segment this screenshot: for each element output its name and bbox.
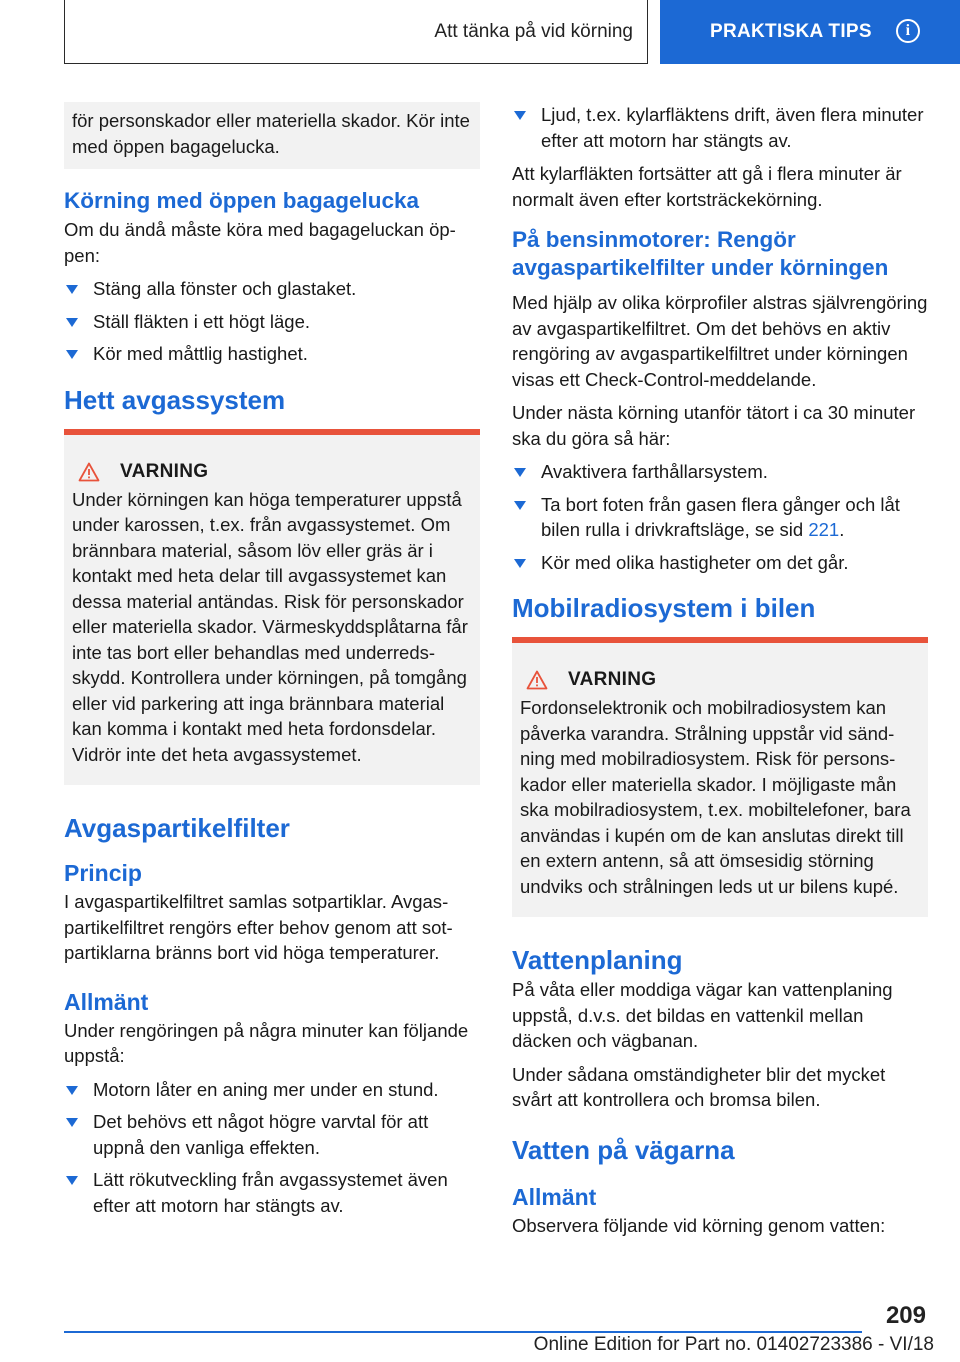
warning-text: Under körningen kan höga temperaturer uppstå under karossen, t.ex. från avgassystemet. Om brännbara material, såsom löv eller gräs är i kontakt med heta delar till avgassystemet kan dessa material antändas. Risk för personskador eller materiella skador. Värmeskyddsplåtarna får inte tas bort eller behandlas med underredsskydd. Kontrollera under körningen, på tomgång eller vid parkering att inga brännbara material kan komma i kontakt med heta fordonsdelar. Vidrör inte det heta avgassystemet. [72,488,468,765]
chapter-title: PRAKTISKA TIPS [710,21,872,42]
open-tailgate-intro: Om du ändå måste köra med bagageluckan öppen: [64,219,456,266]
list-item [512,492,928,543]
aquaplaning-warning: Under sådana omständigheter blir det mycket svårt att kontrollera och bromsa bilen. [512,1063,886,1110]
warning-title: VARNING [568,669,657,690]
warning-box-exhaust [64,429,480,786]
filter-cleaning-steps [512,459,928,575]
list-item: Kör med måttlig hastighet. [64,341,480,367]
page-number: 209 [885,1302,926,1329]
heading-general: Allmänt [64,988,149,1015]
section-title: Att tänka på vid körning [434,20,633,42]
page-link[interactable]: 221 [808,519,840,540]
aquaplaning-text: På våta eller moddiga vägar kan vattenplaning uppstå, d.v.s. det bildas en vattenkil mellan däcken och vägbanan. [512,979,893,1051]
heading-hot-exhaust: Hett avgassystem [64,384,286,415]
open-tailgate-list [64,276,480,367]
left-column [64,102,480,1226]
warning-triangle-icon [526,670,548,690]
petrol-filter-instruction: Under nästa körning utanför tätort i ca 30 minuter ska du göra så här: [512,402,916,449]
warning-box-mobile-radio [512,637,928,917]
continued-list [512,102,928,153]
heading-particle-filter: Avgaspartikelfilter [64,813,290,843]
header-section-title [64,0,648,64]
right-column [512,102,928,1246]
step-text: Ta bort foten från gasen flera gånger och låt bilen rulla i drivkraftsläge, se sid [541,493,900,540]
step-text-end: . [839,519,845,540]
heading-water-on-roads: Vatten på vägarna [512,1134,735,1165]
list-item: Det behövs ett något högre varvtal för att uppnå den vanliga effekten. [64,1109,480,1160]
warning-header [520,669,922,691]
footer-divider [64,1331,862,1333]
warning-title: VARNING [120,460,209,482]
list-item: Ljud, t.ex. kylarfläktens drift, även flera minuter efter att motorn har stängts av. [512,102,928,153]
list-item: Ställ fläkten i ett högt läge. [64,309,480,335]
fan-note: Att kylarfläkten fortsätter att gå i flera minuter är normalt även efter kortsträckekörning. [512,163,902,210]
heading-principle: Princip [64,860,142,886]
list-item: Kör med olika hastigheter om det går. [512,550,928,576]
warning-header [72,461,474,483]
header-chapter-tab[interactable] [660,0,960,64]
list-item: Lätt rökutveckling från avgassystemet även efter att motorn har stängts av. [64,1167,480,1218]
heading-open-tailgate: Körning med öppen bagagelucka [64,188,420,213]
continued-warning-box [64,102,480,169]
footer-edition: Online Edition for Part no. 01402723386 - VI/18 [533,1334,934,1355]
general-text: Under rengöringen på några minuter kan följande uppstå: [64,1019,469,1066]
water-general-text: Observera följande vid körning genom vatten: [512,1214,886,1236]
list-item: Stäng alla fönster och glastaket. [64,276,480,302]
heading-general: Allmänt [512,1183,597,1210]
heading-aquaplaning: Vattenplaning [512,945,683,975]
list-item: Avaktivera farthållarsystem. [512,459,928,485]
warning-triangle-icon [78,462,100,482]
heading-petrol-filter-cleaning: På bensinmotorer: Rengör avgaspartikelfilter under körningen [512,227,889,280]
cleaning-effects-list [64,1077,480,1219]
petrol-filter-text: Med hjälp av olika körprofiler alstras självrengöring av avgaspartikelfiltret. Om det behövs en aktiv rengöring av avgaspartikelfiltret under körningen visas ett Check-Control-meddelande. [512,292,928,390]
info-icon[interactable]: i [896,19,920,43]
list-item: Motorn låter en aning mer under en stund. [64,1077,480,1103]
heading-mobile-radio: Mobilradiosystem i bilen [512,593,816,623]
principle-text: I avgaspartikelfiltret samlas sotpartiklar. Avgaspartikelfiltret rengörs efter behov genom att sotpartiklarna bränns bort vid höga temperaturer. [64,891,453,963]
continued-warning-text: för personskador eller materiella skador. Kör inte med öppen bagagelucka. [72,110,470,157]
warning-text: Fordonselektronik och mobilradiosystem kan påverka varandra. Strålning uppstår vid sändning med mobilradiosystem. Risk för personskador eller materiella skador. I möjligaste mån ska mobilradiosystem, t.ex. mobiltelefoner, bara användas i kupén om de kan anslutas direkt till en extern antenn, så att ömsesidig störning undviks och strålningen leds ut ur bilens kupé. [520,697,911,897]
